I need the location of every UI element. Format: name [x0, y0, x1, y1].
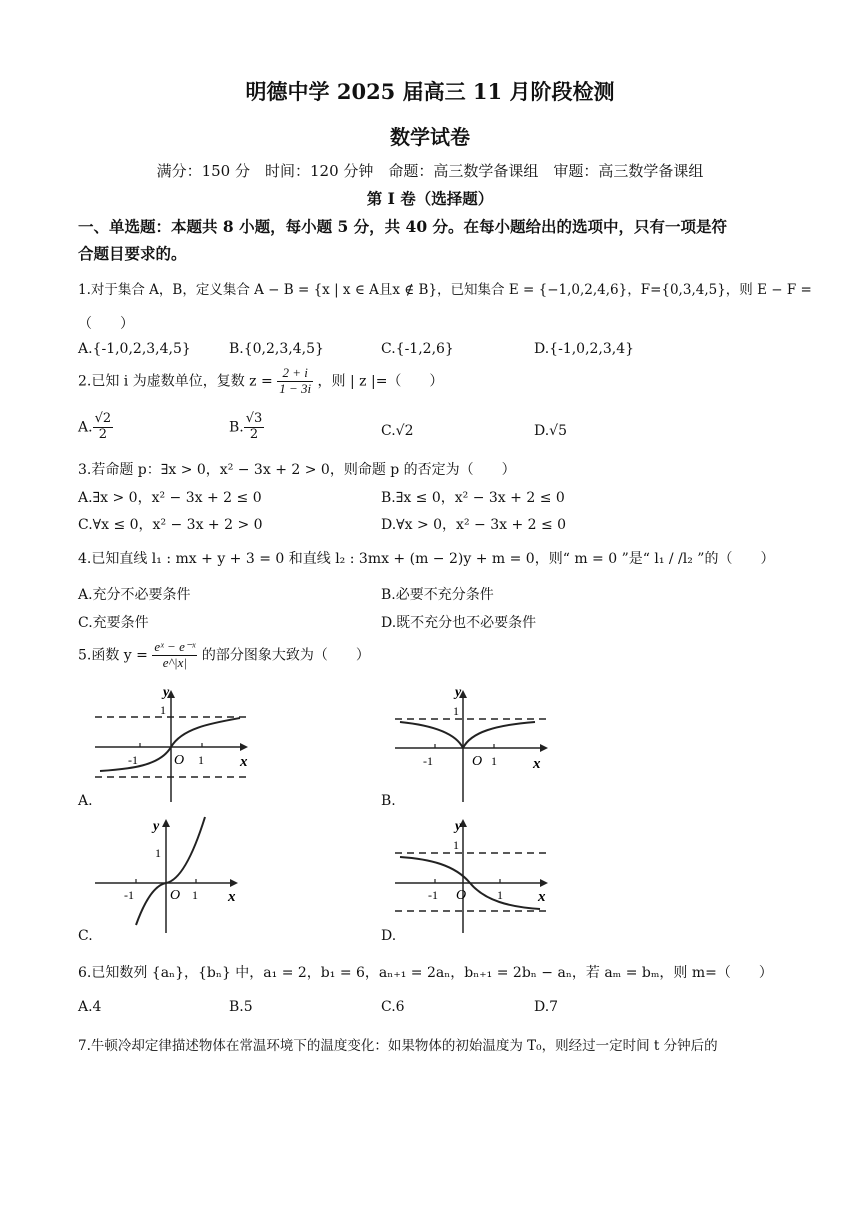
- tick-label-one: 1: [453, 838, 459, 852]
- tick-label-neg-one: -1: [423, 754, 433, 768]
- question-7-stem: 7.牛顿冷却定律描述物体在常温环境下的温度变化：如果物体的初始温度为 T₀，则经过一定时间 t 分钟后的: [78, 1038, 718, 1054]
- option-denominator: 2: [98, 426, 107, 442]
- question-5-denominator: e^|x|: [162, 654, 187, 670]
- graph-d: [390, 815, 560, 935]
- question-5-option-d: D.: [381, 928, 397, 944]
- section-instructions-line1: 一、单选题：本题共 8 小题，每小题 5 分，共 40 分。在每小题给出的选项中，只有一项是符: [78, 217, 728, 236]
- question-6-option-d: D.7: [534, 999, 559, 1015]
- question-5-suffix: 的部分图象大致为（ ）: [201, 647, 370, 664]
- option-numerator: √2: [94, 411, 112, 426]
- question-1-option-b: B.{0,2,3,4,5}: [229, 341, 324, 357]
- question-5-fraction: [152, 640, 197, 671]
- question-1-option-a: A.{-1,0,2,3,4,5}: [78, 341, 191, 357]
- question-1-option-c: C.{-1,2,6}: [381, 341, 454, 357]
- question-6-stem: 6.已知数列 {aₙ}，{bₙ} 中，a₁ = 2，b₁ = 6，aₙ₊₁ = 2aₙ，bₙ₊₁ = 2bₙ − aₙ，若 aₘ = bₘ，则 m=（ ）: [78, 965, 773, 981]
- tick-label-neg-one: -1: [428, 888, 438, 902]
- question-1-stem: 1.对于集合 A，B，定义集合 A − B = {x | x ∈ A且x ∉ B}，已知集合 E = {−1,0,2,4,6}，F={0,3,4,5}，则 E − F =: [78, 282, 812, 298]
- tick-label-one: 1: [192, 888, 198, 902]
- exam-title: 明德中学 2025 届高三 11 月阶段检测: [245, 79, 615, 104]
- tick-label-one: 1: [160, 703, 166, 717]
- tick-label-one: 1: [497, 888, 503, 902]
- exam-subject: 数学试卷: [390, 125, 470, 149]
- option-fraction: [93, 412, 114, 443]
- tick-label-neg-one: -1: [124, 888, 134, 902]
- tick-label-one: 1: [198, 753, 204, 767]
- tick-label-one: 1: [491, 754, 497, 768]
- question-5-stem: [78, 640, 370, 671]
- origin-label: O: [472, 754, 483, 769]
- exam-meta: 满分：150 分 时间：120 分钟 命题：高三数学备课组 审题：高三数学备课组: [156, 162, 704, 180]
- question-4-option-b: B.必要不充分条件: [381, 587, 494, 603]
- question-6-option-b: B.5: [229, 999, 253, 1015]
- question-4-option-a: A.充分不必要条件: [78, 587, 191, 603]
- question-3-option-d: D.∀x > 0，x² − 3x + 2 ≤ 0: [381, 517, 567, 533]
- section-instructions-line2: 合题目要求的。: [78, 244, 187, 263]
- question-2-stem: [78, 366, 443, 397]
- question-5-option-b: B.: [381, 793, 396, 809]
- tick-label-one: 1: [453, 704, 459, 718]
- tick-label-one: 1: [155, 846, 161, 860]
- question-3-option-a: A.∃x > 0，x² − 3x + 2 ≤ 0: [78, 490, 262, 506]
- question-2-option-c: C.√2: [381, 423, 414, 439]
- question-6-option-a: A.4: [78, 999, 102, 1015]
- question-4-option-d: D.既不充分也不必要条件: [381, 615, 537, 631]
- question-5-option-c: C.: [78, 928, 93, 944]
- question-2-prefix: 2.已知 i 为虚数单位，复数 z =: [78, 373, 273, 390]
- question-3-stem: 3.若命题 p：∃x > 0，x² − 3x + 2 > 0，则命题 p 的否定为（ ）: [78, 462, 516, 478]
- option-fraction: [244, 412, 265, 443]
- x-axis-label: x: [533, 756, 541, 772]
- question-5-option-a: A.: [78, 793, 93, 809]
- question-2-option-d: D.√5: [534, 423, 568, 439]
- question-2-numerator: 2 + i: [277, 366, 313, 382]
- option-label: A.: [78, 419, 93, 436]
- question-5-numerator: eˣ − e⁻ˣ: [154, 639, 196, 654]
- question-4-stem: 4.已知直线 l₁ : mx + y + 3 = 0 和直线 l₂ : 3mx + (m − 2)y + m = 0，则“ m = 0 ”是“ l₁ / /l₂ ”的（ ）: [78, 551, 775, 567]
- question-3-option-c: C.∀x ≤ 0，x² − 3x + 2 > 0: [78, 517, 263, 533]
- question-2-denominator: 1 − 3i: [279, 380, 312, 396]
- origin-label: O: [174, 753, 185, 768]
- tick-label-neg-one: -1: [128, 753, 138, 767]
- question-2-suffix: ，则 | z |=（ ）: [317, 373, 444, 390]
- question-4-option-c: C.充要条件: [78, 615, 149, 631]
- question-2-option-b: [229, 412, 264, 443]
- y-axis-label: y: [153, 819, 160, 834]
- question-6-option-c: C.6: [381, 999, 405, 1015]
- question-3-option-b: B.∃x ≤ 0，x² − 3x + 2 ≤ 0: [381, 490, 565, 506]
- option-label: B.: [229, 419, 244, 436]
- question-1-paren: （ ）: [78, 316, 134, 332]
- y-axis-label: y: [455, 685, 462, 700]
- graph-b: [390, 680, 560, 805]
- x-axis-label: x: [228, 889, 236, 905]
- question-1-option-d: D.{-1,0,2,3,4}: [534, 341, 635, 357]
- origin-label: O: [456, 888, 467, 903]
- y-axis-label: y: [455, 819, 462, 834]
- y-axis-label: y: [163, 685, 170, 700]
- question-2-fraction: [277, 366, 313, 397]
- origin-label: O: [170, 888, 181, 903]
- graph-a: [90, 680, 260, 805]
- question-5-prefix: 5.函数 y =: [78, 647, 148, 664]
- question-2-option-a: [78, 412, 113, 443]
- x-axis-label: x: [538, 889, 546, 905]
- option-denominator: 2: [249, 426, 259, 442]
- part-heading: 第 Ⅰ 卷（选择题）: [366, 189, 494, 208]
- option-numerator: √3: [245, 411, 263, 426]
- x-axis-label: x: [240, 754, 248, 770]
- graph-c: [90, 815, 260, 935]
